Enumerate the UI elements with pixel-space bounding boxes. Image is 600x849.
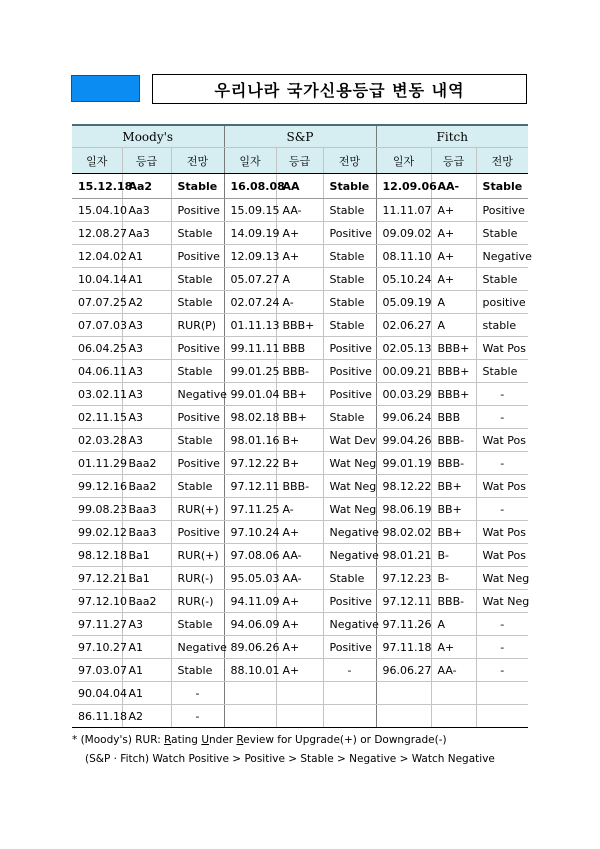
fitch-rating: BBB- [431,590,476,613]
table-row [72,613,528,636]
sp-rating [276,705,323,728]
col-rating: 등급 [122,148,171,174]
fitch-outlook: - [476,498,528,521]
page-title-text: 우리나라 국가신용등급 변동 내역 [214,80,465,100]
table-row [72,174,528,199]
fitch-date: 97.11.26 [376,613,431,636]
fitch-rating: A [431,291,476,314]
moodys-rating: A1 [122,636,171,659]
moodys-outlook: Stable [171,174,224,199]
sp-date: 98.01.16 [224,429,276,452]
table-row [72,337,528,360]
col-date: 일자 [72,148,122,174]
table-row [72,383,528,406]
moodys-rating: Aa3 [122,222,171,245]
fitch-date: 97.11.18 [376,636,431,659]
moodys-date: 12.08.27 [72,222,122,245]
sp-date: 14.09.19 [224,222,276,245]
fitch-rating: B- [431,544,476,567]
table-row [72,222,528,245]
fitch-date [376,682,431,705]
moodys-rating: Baa2 [122,590,171,613]
col-rating: 등급 [276,148,323,174]
sp-rating: A+ [276,245,323,268]
sp-date [224,682,276,705]
fitch-date: 97.12.11 [376,590,431,613]
fitch-outlook: - [476,383,528,406]
moodys-date: 04.06.11 [72,360,122,383]
fitch-date: 98.01.21 [376,544,431,567]
sp-rating: A- [276,498,323,521]
sp-date: 99.01.04 [224,383,276,406]
moodys-date: 97.10.27 [72,636,122,659]
moodys-rating: A3 [122,314,171,337]
fitch-outlook: - [476,452,528,475]
sp-outlook: Positive [323,590,376,613]
sp-date: 97.08.06 [224,544,276,567]
moodys-date: 98.12.18 [72,544,122,567]
moodys-rating: Ba1 [122,567,171,590]
sp-outlook: Positive [323,222,376,245]
table-row [72,636,528,659]
moodys-outlook: Negative [171,636,224,659]
moodys-rating: Aa2 [122,174,171,199]
fitch-rating: BB+ [431,521,476,544]
fitch-date: 99.06.24 [376,406,431,429]
moodys-date: 99.08.23 [72,498,122,521]
moodys-outlook: Stable [171,475,224,498]
sp-outlook: Stable [323,567,376,590]
table-row [72,429,528,452]
footnote-underlined-u: U [201,734,209,746]
moodys-outlook: Positive [171,199,224,222]
fitch-rating: AA- [431,659,476,682]
moodys-rating: A1 [122,268,171,291]
fitch-outlook: Positive [476,199,528,222]
sp-outlook: Stable [323,245,376,268]
fitch-outlook: - [476,613,528,636]
fitch-outlook: - [476,659,528,682]
fitch-date: 96.06.27 [376,659,431,682]
fitch-date: 02.05.13 [376,337,431,360]
moodys-outlook: Stable [171,429,224,452]
col-outlook: 전망 [323,148,376,174]
sp-outlook: Stable [323,314,376,337]
moodys-outlook: - [171,682,224,705]
sp-outlook: Negative [323,613,376,636]
sp-rating: AA- [276,567,323,590]
moodys-outlook: Positive [171,452,224,475]
col-rating: 등급 [431,148,476,174]
moodys-outlook: Stable [171,360,224,383]
sp-outlook: - [323,659,376,682]
sp-rating: A+ [276,521,323,544]
fitch-rating: A+ [431,222,476,245]
fitch-outlook: Wat Pos [476,475,528,498]
sp-outlook: Positive [323,636,376,659]
moodys-outlook: RUR(+) [171,498,224,521]
fitch-date: 12.09.06 [376,174,431,199]
moodys-rating: A3 [122,429,171,452]
table-row [72,498,528,521]
fitch-date: 97.12.23 [376,567,431,590]
table-row [72,199,528,222]
footnotes [72,731,495,769]
sp-rating: BBB- [276,360,323,383]
sp-rating: A+ [276,636,323,659]
moodys-rating: A3 [122,613,171,636]
moodys-rating: A1 [122,659,171,682]
sp-date: 89.06.26 [224,636,276,659]
moodys-rating: A3 [122,383,171,406]
fitch-rating: A+ [431,268,476,291]
footnote-outlook-order: (S&P · Fitch) Watch Positive > Positive > Stable > Negative > Watch Negative [85,753,495,765]
fitch-rating: B- [431,567,476,590]
moodys-date: 86.11.18 [72,705,122,728]
moodys-date: 99.02.12 [72,521,122,544]
fitch-date: 99.01.19 [376,452,431,475]
fitch-rating: BBB+ [431,383,476,406]
moodys-outlook: - [171,705,224,728]
fitch-outlook: stable [476,314,528,337]
fitch-outlook: - [476,636,528,659]
sp-rating: A- [276,291,323,314]
sp-date: 97.11.25 [224,498,276,521]
moodys-outlook: RUR(+) [171,544,224,567]
footnote-text: eview for Upgrade(+) or Downgrade(-) [243,734,447,746]
fitch-outlook: Wat Pos [476,521,528,544]
footnote-underlined-r: R [236,734,244,746]
moodys-outlook: Stable [171,291,224,314]
moodys-outlook: Positive [171,406,224,429]
fitch-rating: BBB+ [431,360,476,383]
fitch-date: 05.09.19 [376,291,431,314]
moodys-rating: A1 [122,682,171,705]
table-row [72,452,528,475]
fitch-rating: BBB+ [431,337,476,360]
sp-outlook: Positive [323,360,376,383]
table-row [72,659,528,682]
sp-rating: AA [276,174,323,199]
moodys-date: 15.12.18 [72,174,122,199]
fitch-rating: A+ [431,245,476,268]
fitch-rating: A [431,314,476,337]
fitch-outlook: Stable [476,268,528,291]
fitch-outlook: Stable [476,174,528,199]
sp-outlook: Stable [323,291,376,314]
credit-rating-table [72,124,532,728]
fitch-date: 98.02.02 [376,521,431,544]
sp-date [224,705,276,728]
fitch-date: 00.03.29 [376,383,431,406]
page-title [152,74,527,104]
moodys-date: 97.03.07 [72,659,122,682]
table-row [72,567,528,590]
fitch-rating: AA- [431,174,476,199]
fitch-outlook: positive [476,291,528,314]
sp-outlook: Negative [323,521,376,544]
sp-date: 12.09.13 [224,245,276,268]
sp-outlook: Wat Neg [323,452,376,475]
moodys-outlook: Stable [171,222,224,245]
footnote-underlined-r: R [164,734,172,746]
sp-date: 94.11.09 [224,590,276,613]
moodys-date: 12.04.02 [72,245,122,268]
fitch-outlook: - [476,406,528,429]
fitch-outlook: Wat Pos [476,337,528,360]
agency-header-row [72,125,528,148]
sp-outlook: Positive [323,337,376,360]
sp-outlook: Stable [323,174,376,199]
fitch-date: 98.06.19 [376,498,431,521]
rating-rows [72,174,532,728]
fitch-rating: A+ [431,636,476,659]
sp-rating: A+ [276,613,323,636]
sp-date: 15.09.15 [224,199,276,222]
moodys-outlook: Positive [171,521,224,544]
sp-date: 98.02.18 [224,406,276,429]
fitch-date: 05.10.24 [376,268,431,291]
sp-rating: BB+ [276,383,323,406]
moodys-outlook: Negative [171,383,224,406]
moodys-rating: A3 [122,337,171,360]
table-row [72,406,528,429]
sp-outlook [323,705,376,728]
moodys-rating: Baa2 [122,452,171,475]
fitch-outlook: Negative [476,245,528,268]
moodys-rating: Ba1 [122,544,171,567]
sp-date: 16.08.08 [224,174,276,199]
sp-date: 94.06.09 [224,613,276,636]
agency-sp: S&P [224,125,376,148]
sp-outlook: Stable [323,406,376,429]
sp-rating: B+ [276,452,323,475]
moodys-rating: A3 [122,360,171,383]
table-row [72,544,528,567]
table-row [72,705,528,728]
sp-rating: A+ [276,590,323,613]
table-row [72,475,528,498]
col-outlook: 전망 [171,148,224,174]
fitch-rating [431,705,476,728]
fitch-outlook: Wat Neg [476,567,528,590]
moodys-date: 07.07.03 [72,314,122,337]
sp-date: 02.07.24 [224,291,276,314]
moodys-rating: Baa3 [122,521,171,544]
footnote-text: nder [209,734,237,746]
table-row [72,590,528,613]
sp-rating: BB+ [276,406,323,429]
moodys-outlook: RUR(-) [171,590,224,613]
moodys-date: 99.12.16 [72,475,122,498]
sp-date: 97.12.11 [224,475,276,498]
footnote-rur [72,731,495,750]
sp-rating: BBB [276,337,323,360]
table-row [72,268,528,291]
sp-rating [276,682,323,705]
sp-rating: A+ [276,659,323,682]
moodys-outlook: Positive [171,337,224,360]
moodys-rating: A1 [122,245,171,268]
moodys-rating: A2 [122,705,171,728]
moodys-date: 06.04.25 [72,337,122,360]
table-row [72,521,528,544]
fitch-date: 11.11.07 [376,199,431,222]
moodys-outlook: Stable [171,659,224,682]
moodys-outlook: RUR(P) [171,314,224,337]
moodys-date: 02.11.15 [72,406,122,429]
sp-date: 05.07.27 [224,268,276,291]
agency-fitch: Fitch [376,125,528,148]
fitch-rating: A [431,613,476,636]
fitch-outlook: Wat Neg [476,590,528,613]
table-row [72,291,528,314]
fitch-outlook [476,682,528,705]
fitch-rating [431,682,476,705]
moodys-rating: A3 [122,406,171,429]
fitch-outlook [476,705,528,728]
moodys-date: 01.11.29 [72,452,122,475]
moodys-date: 15.04.10 [72,199,122,222]
moodys-date: 90.04.04 [72,682,122,705]
sp-outlook [323,682,376,705]
col-outlook: 전망 [476,148,528,174]
col-date: 일자 [224,148,276,174]
moodys-date: 97.11.27 [72,613,122,636]
column-header-row [72,148,528,174]
sp-outlook: Wat Neg [323,475,376,498]
fitch-rating: A+ [431,199,476,222]
sp-date: 95.05.03 [224,567,276,590]
sp-outlook: Wat Neg [323,498,376,521]
footnote-prefix: * (Moody's) RUR: [72,734,165,746]
footnote-text: ating [171,734,202,746]
moodys-rating: Aa3 [122,199,171,222]
sp-rating: BBB- [276,475,323,498]
moodys-rating: A2 [122,291,171,314]
fitch-rating: BB+ [431,475,476,498]
col-date: 일자 [376,148,431,174]
fitch-date: 09.09.02 [376,222,431,245]
table-row [72,682,528,705]
sp-date: 88.10.01 [224,659,276,682]
fitch-date: 08.11.10 [376,245,431,268]
table-row [72,360,528,383]
moodys-date: 97.12.21 [72,567,122,590]
fitch-rating: BBB [431,406,476,429]
sp-outlook: Wat Dev [323,429,376,452]
moodys-date: 07.07.25 [72,291,122,314]
sp-outlook: Negative [323,544,376,567]
moodys-outlook: Stable [171,268,224,291]
fitch-outlook: Wat Pos [476,544,528,567]
sp-date: 01.11.13 [224,314,276,337]
moodys-outlook: RUR(-) [171,567,224,590]
fitch-rating: BBB- [431,452,476,475]
fitch-rating: BBB- [431,429,476,452]
agency-moodys: Moody's [72,125,224,148]
moodys-rating: Baa3 [122,498,171,521]
fitch-date [376,705,431,728]
table-row [72,245,528,268]
sp-date: 97.12.22 [224,452,276,475]
moodys-date: 03.02.11 [72,383,122,406]
moodys-date: 02.03.28 [72,429,122,452]
fitch-outlook: Stable [476,360,528,383]
sp-date: 97.10.24 [224,521,276,544]
fitch-date: 98.12.22 [376,475,431,498]
sp-rating: A+ [276,222,323,245]
sp-outlook: Positive [323,383,376,406]
title-accent-box [71,75,140,102]
moodys-date: 97.12.10 [72,590,122,613]
moodys-date: 10.04.14 [72,268,122,291]
sp-rating: BBB+ [276,314,323,337]
sp-rating: AA- [276,544,323,567]
sp-outlook: Stable [323,199,376,222]
moodys-rating: Baa2 [122,475,171,498]
sp-rating: AA- [276,199,323,222]
moodys-outlook: Stable [171,613,224,636]
fitch-outlook: Wat Pos [476,429,528,452]
sp-rating: A [276,268,323,291]
fitch-date: 00.09.21 [376,360,431,383]
sp-date: 99.01.25 [224,360,276,383]
fitch-rating: BB+ [431,498,476,521]
sp-date: 99.11.11 [224,337,276,360]
sp-outlook: Stable [323,268,376,291]
fitch-date: 99.04.26 [376,429,431,452]
table-row [72,314,528,337]
sp-rating: B+ [276,429,323,452]
fitch-date: 02.06.27 [376,314,431,337]
fitch-outlook: Stable [476,222,528,245]
moodys-outlook: Positive [171,245,224,268]
